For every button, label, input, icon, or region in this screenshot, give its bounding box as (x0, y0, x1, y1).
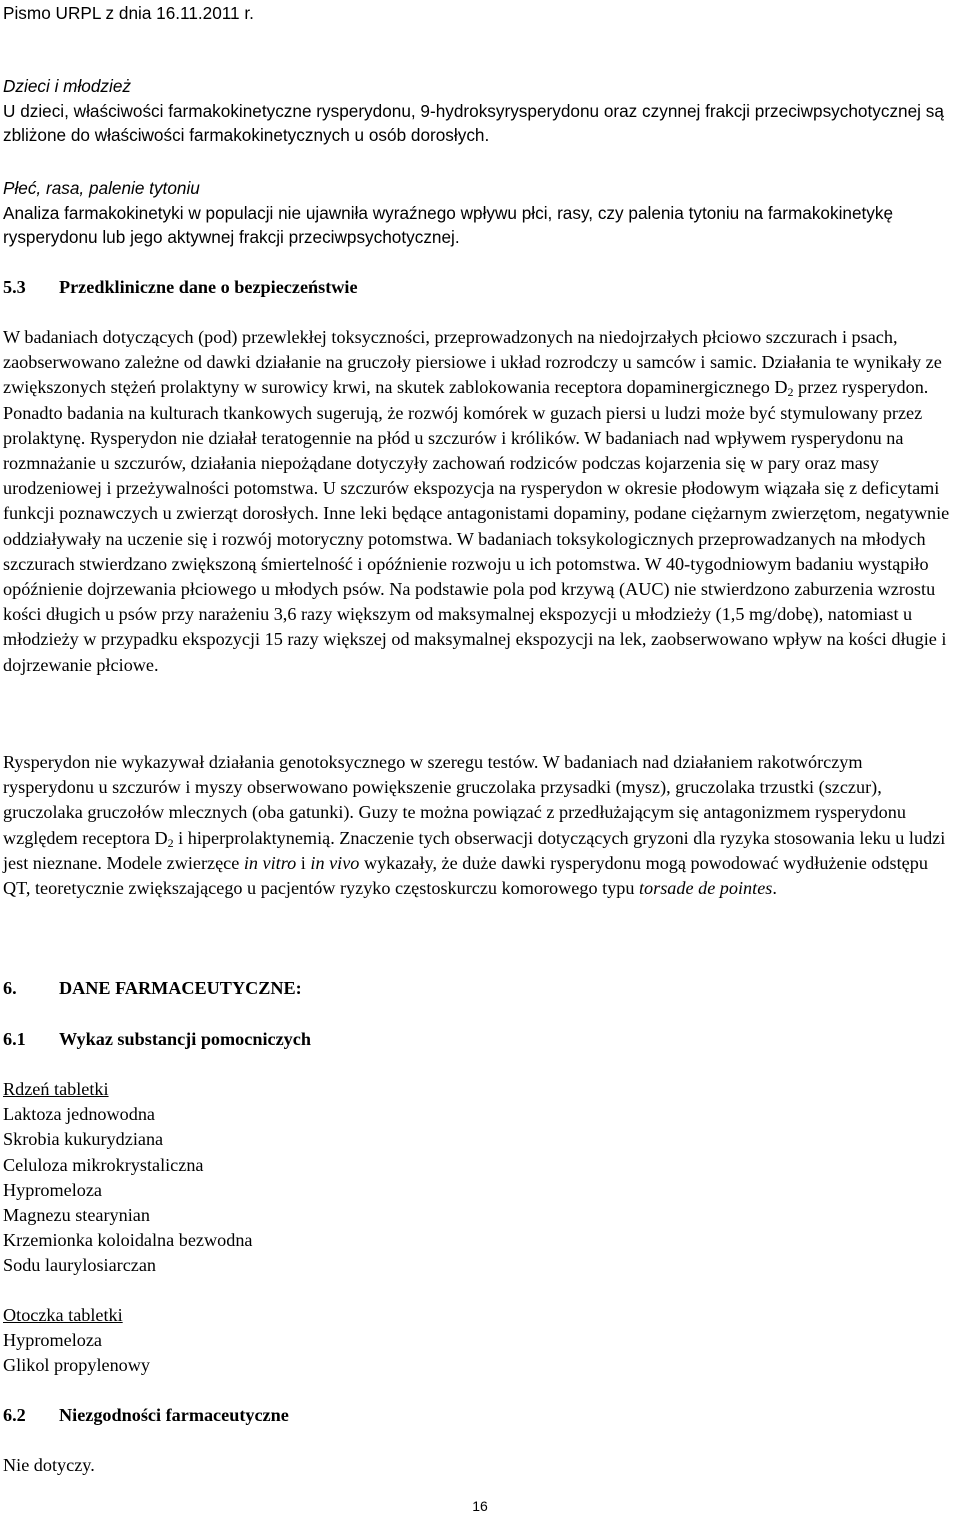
incompatibilities-text: Nie dotyczy. (3, 1455, 95, 1475)
list-item: Sodu laurylosiarczan (3, 1255, 157, 1276)
sex-race-text: Analiza farmakokinetyki w populacji nie ujawniła wyraźnego wpływu płci, rasy, czy palenia tytoniu na farmakokinetykę rysperydonu lub jego aktywnej frakcji przeciwpsychotycznej. (3, 202, 894, 248)
section-title: Niezgodności farmaceutyczne (59, 1405, 289, 1425)
section-number: 6. (3, 978, 17, 998)
children-section (3, 74, 957, 148)
sex-race-section (3, 176, 957, 250)
section-number: 6.2 (3, 1405, 26, 1425)
preclinical-paragraph-1 (3, 325, 957, 678)
paragraph-text: . (772, 878, 777, 899)
section-6-heading (3, 976, 957, 1001)
coating-excipients (3, 1303, 957, 1379)
section-number: 5.3 (3, 277, 26, 297)
children-heading: Dzieci i młodzież (3, 76, 131, 96)
section-6-1-heading (3, 1027, 957, 1052)
paragraph-text: W badaniach dotyczących (pod) przewlekłej toksyczności, przeprowadzonych na niedojrzałych płciowo szczurach i psach, zaobserwowano zależne od dawki działanie na gruczoły piersiowe i układ rozrodczy u samców i samic. Działania te wynikały ze zwiększonych stężeń prolaktyny w surowicy krwi, na skutek zablokowania receptora dopaminergicznego D (3, 327, 942, 398)
list-item: Skrobia kukurydziana (3, 1129, 164, 1150)
subscript: 2 (787, 385, 794, 400)
section-5-3-heading (3, 275, 957, 300)
italic-term: in vitro (243, 852, 297, 873)
paragraph-text: i (296, 852, 311, 873)
list-item: Hypromeloza (3, 1330, 102, 1351)
italic-term: torsade de pointes (638, 878, 773, 899)
core-excipients (3, 1077, 957, 1279)
list-item: Laktoza jednowodna (3, 1104, 156, 1125)
section-number: 6.1 (3, 1029, 26, 1049)
list-item: Celuloza mikrokrystaliczna (3, 1154, 204, 1175)
section-title: DANE FARMACEUTYCZNE: (59, 978, 302, 998)
subscript: 2 (167, 835, 174, 850)
section-title: Przedkliniczne dane o bezpieczeństwie (59, 277, 358, 297)
children-text: U dzieci, właściwości farmakokinetyczne rysperydonu, 9-hydroksyrysperydonu oraz czynnej frakcji przeciwpsychotycznej są zbliżone do właściwości farmakokinetycznych u osób dorosłych. (3, 100, 944, 146)
list-item: Hypromeloza (3, 1179, 102, 1200)
paragraph-text: wykazały, że duże dawki rysperydonu mogą powodować wydłużenie odstępu QT, teoretycznie zwiększającego u pacjentów ryzyko częstoskurczu komorowego typu (3, 852, 928, 899)
list-item: Magnezu stearynian (3, 1205, 150, 1226)
section-title: Wykaz substancji pomocniczych (59, 1029, 311, 1049)
preclinical-paragraph-2 (3, 750, 957, 901)
paragraph-text: Rysperydon nie wykazywał działania genotoksycznego w szeregu testów. W badaniach nad działaniem rakotwórczym rysperydonu u szczurów i myszy obserwowano powiększenie gruczolaka przysadki (mysz), gruczolaka trzustki (szczur), gruczolaka gruczołów mlecznych (oba gatunki). Guzy te można powiązać z przedłużającym się antagonizmem rysperydonu względem receptora D (3, 752, 906, 848)
section-6-2-heading (3, 1403, 957, 1428)
list-item: Krzemionka koloidalna bezwodna (3, 1230, 253, 1251)
coat-heading: Otoczka tabletki (3, 1305, 123, 1325)
document-header: Pismo URPL z dnia 16.11.2011 r. (3, 3, 254, 23)
paragraph-text: i hiperprolaktynemią. Znaczenie tych obserwacji dotyczących gryzoni dla ryzyka stosowania leku u ludzi jest nieznane. Modele zwierzęce (3, 827, 946, 873)
page-number: 16 (472, 1498, 488, 1514)
paragraph-text: przez rysperydon. Ponadto badania na kulturach tkankowych sugerują, że rozwój komórek w guzach piersi u ludzi może być stymulowany przez prolaktynę. Rysperydon nie działał teratogennie na płód u szczurów i królików. W badaniach nad wpływem rysperydonu na rozmnażanie u szczurów, działania niepożądane dotyczyły zachowań rodziców podczas kojarzenia się w pary oraz masy urodzeniowej i przeżywalności potomstwa. U szczurów ekspozycja na rysperydon w okresie płodowym wiązała się z deficytami funkcji poznawczych u zwierząt dorosłych. Inne leki będące antagonistami dopaminy, podane ciężarnym zwierzętom, negatywnie oddziaływały na uczenie się i rozwój motoryczny potomstwa. W badaniach toksykologicznych przeprowadzanych na młodych szczurach stwierdzano zwiększoną śmiertelność i opóźnienie rozwoju u ich potomstwa. W 40-tygodniowym badaniu wystąpiło opóźnienie dojrzewania płciowego u młodych psów. Na podstawie pola pod krzywą (AUC) nie stwierdzono zaburzenia wzrostu kości długich u psów przy narażeniu 3,6 razy większym od maksymalnej ekspozycji u młodzieży (1,5 mg/dobę), natomiast u młodzieży w przypadku ekspozycji 15 razy większej od maksymalnej ekspozycji na lek, zaobserwowano wpływ na kości długie i dojrzewanie płciowe. (3, 377, 950, 675)
italic-term: in vivo (310, 852, 360, 873)
sex-race-heading: Płeć, rasa, palenie tytoniu (3, 178, 200, 198)
list-item: Glikol propylenowy (3, 1355, 151, 1376)
core-heading: Rdzeń tabletki (3, 1079, 109, 1099)
